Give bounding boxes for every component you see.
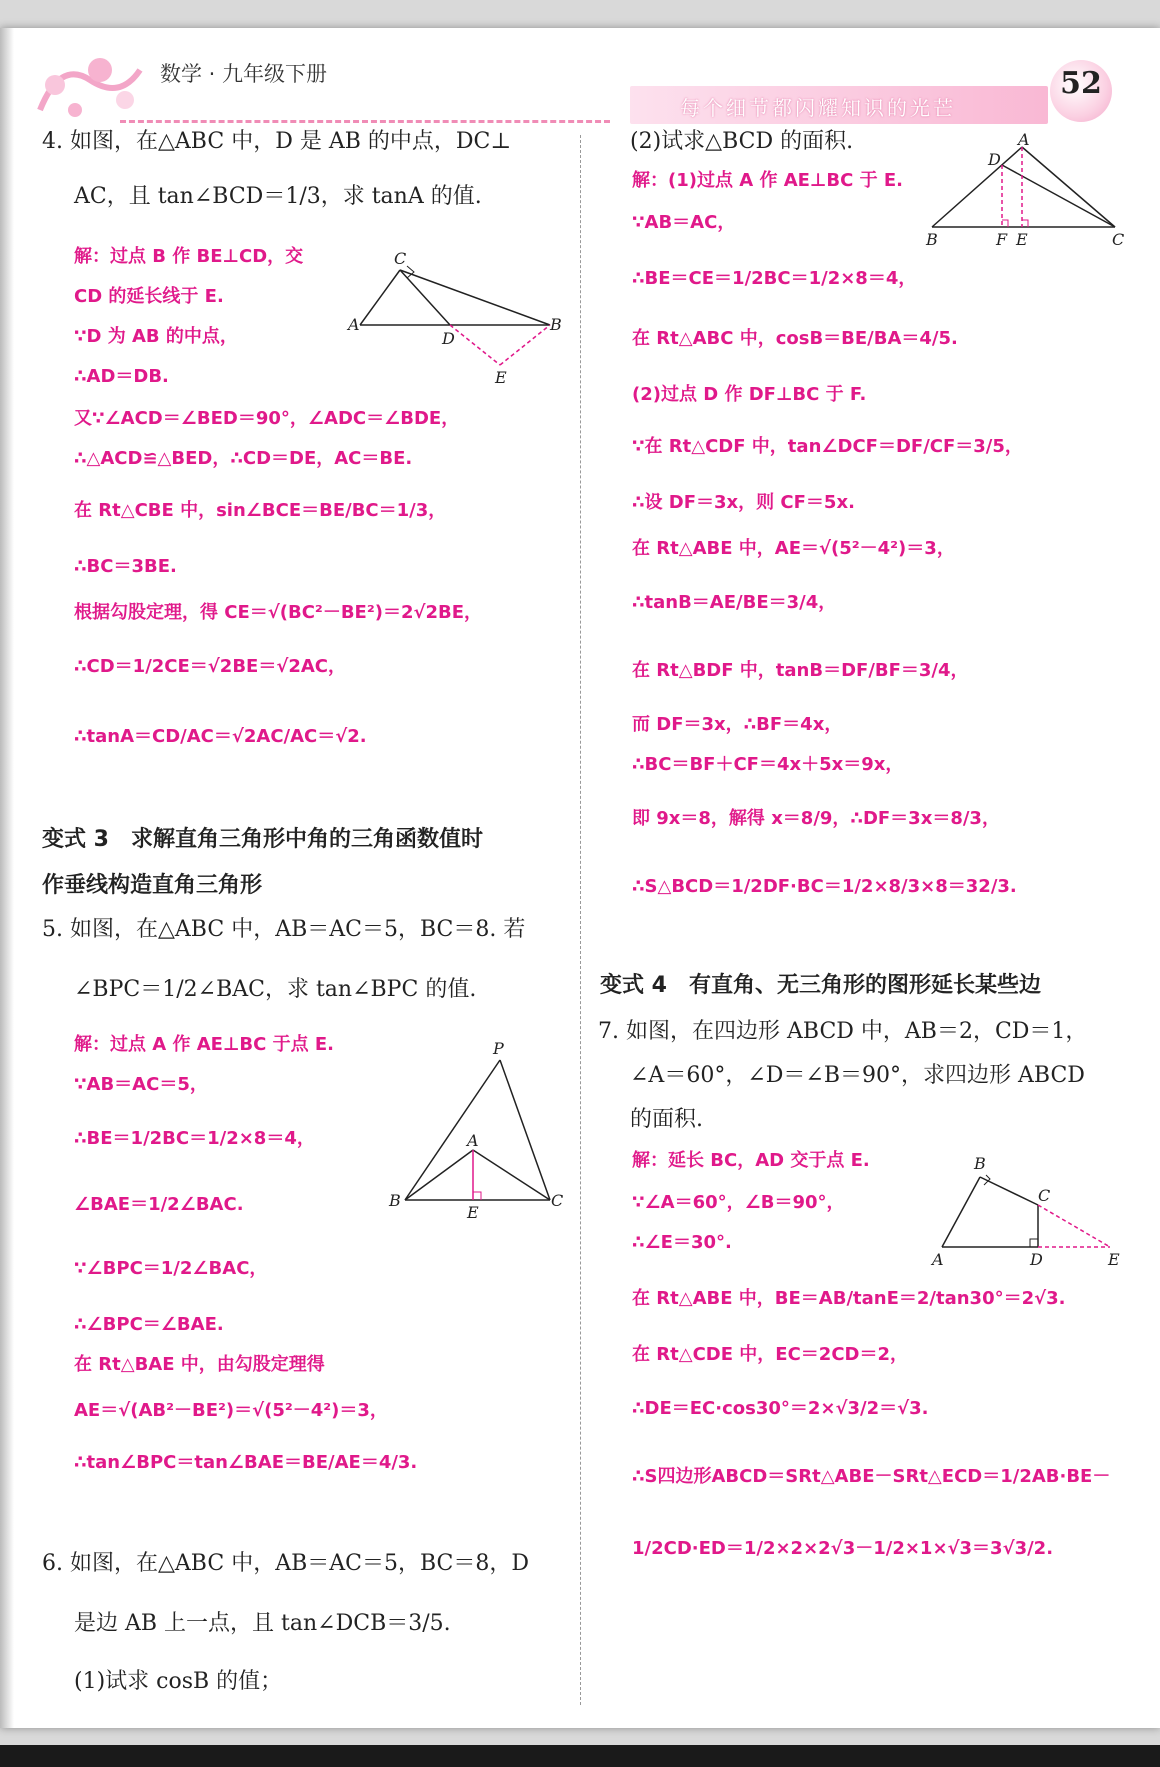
fig6-label: D [988,150,1001,169]
left-line: (1)试求 cosB 的值； [74,1669,283,1694]
fig5-label: A [467,1131,479,1150]
left-line: ∴AD＝DB. [74,366,169,387]
left-line: ∵∠BPC＝1/2∠BAC， [74,1258,268,1279]
right-line: ∴DE＝EC·cos30°＝2×√3/2＝√3. [632,1398,929,1419]
left-line: ∴BC＝3BE. [74,556,177,577]
left-line: 是边 AB 上一点，且 tan∠DCB＝3/5. [74,1611,451,1636]
left-line: 在 Rt△CBE 中，sin∠BCE＝BE/BC＝1/3， [74,500,447,521]
left-line: 4. 如图，在△ABC 中，D 是 AB 的中点，DC⊥ [42,129,512,154]
left-line: AE＝√(AB²－BE²)＝√(5²－4²)＝3， [74,1400,388,1421]
figure-7 [930,1155,1130,1270]
fig4-label: E [495,368,507,387]
left-line: 作垂线构造直角三角形 [42,873,263,898]
fig6-label: A [1018,130,1030,149]
floral-ornament-icon [30,50,150,130]
right-line: ∵在 Rt△CDF 中，tan∠DCF＝DF/CF＝3/5， [632,436,1023,457]
right-line: ∴tanB＝AE/BE＝3/4， [632,592,837,613]
fig5-label: E [467,1203,479,1222]
right-line: 在 Rt△ABE 中，AE＝√(5²－4²)＝3， [632,538,955,559]
left-line: 解：过点 B 作 BE⊥CD，交 [74,246,304,267]
fig4-label: D [442,329,455,348]
left-line: 解：过点 A 作 AE⊥BC 于点 E. [74,1034,335,1055]
page-number: 52 [1060,66,1102,101]
right-line: (2)试求△BCD 的面积. [630,129,854,154]
right-line: 在 Rt△CDE 中，EC＝2CD＝2， [632,1344,908,1365]
header-subject: 数学 · 九年级下册 [160,62,328,86]
fig7-label: B [974,1154,986,1173]
figure-5 [385,1040,565,1220]
header-slogan: 每个细节都闪耀知识的光芒 [680,96,956,120]
column-divider [580,135,581,1705]
figure-6 [920,130,1130,250]
right-line: ∴设 DF＝3x，则 CF＝5x. [632,492,855,513]
fig7-label: C [1038,1186,1051,1205]
page-edge-shadow [0,28,14,1728]
left-line: ∴CD＝1/2CE＝√2BE＝√2AC， [74,656,347,677]
left-line: ∴∠BPC＝∠BAE. [74,1314,224,1335]
right-line: 变式 4 有直角、无三角形的图形延长某些边 [600,973,1041,998]
fig4-label: C [394,249,407,268]
right-line: 解：延长 BC，AD 交于点 E. [632,1150,870,1171]
right-line: ∠A＝60°，∠D＝∠B＝90°，求四边形 ABCD [630,1063,1085,1088]
right-line: 在 Rt△ABC 中，cosB＝BE/BA＝4/5. [632,328,958,349]
left-line: 5. 如图，在△ABC 中，AB＝AC＝5，BC＝8. 若 [42,917,526,942]
bottom-bar [0,1745,1160,1767]
right-line: ∴∠E＝30°. [632,1232,732,1253]
left-line: ∴BE＝1/2BC＝1/2×8＝4， [74,1128,315,1149]
fig6-label: C [1112,230,1125,249]
fig4-label: B [550,315,562,334]
right-line: ∴S四边形ABCD＝SRt△ABE－SRt△ECD＝1/2AB·BE－ [632,1466,1111,1487]
left-line: ∠BAE＝1/2∠BAC. [74,1194,244,1215]
right-line: 1/2CD·ED＝1/2×2×2√3－1/2×1×√3＝3√3/2. [632,1538,1054,1559]
header-dashed-line [120,120,610,123]
left-line: ∵D 为 AB 的中点， [74,326,238,347]
right-line: ∵AB＝AC， [632,212,736,233]
fig4-label: A [348,315,360,334]
fig5-label: C [551,1191,564,1210]
left-line: ∠BPC＝1/2∠BAC，求 tan∠BPC 的值. [74,977,477,1002]
left-line: 又∵∠ACD＝∠BED＝90°，∠ADC＝∠BDE， [74,408,460,429]
left-line: 6. 如图，在△ABC 中，AB＝AC＝5，BC＝8，D [42,1551,530,1576]
right-line: ∴BE＝CE＝1/2BC＝1/2×8＝4， [632,268,917,289]
left-line: 变式 3 求解直角三角形中角的三角函数值时 [42,827,483,852]
left-line: AC，且 tan∠BCD＝1/3，求 tanA 的值. [74,184,482,209]
right-line: ∵∠A＝60°，∠B＝90°， [632,1192,845,1213]
left-line: ∵AB＝AC＝5， [74,1074,208,1095]
fig6-label: B [926,230,938,249]
fig7-label: D [1030,1250,1043,1269]
right-line: 而 DF＝3x，∴BF＝4x， [632,714,843,735]
right-line: 在 Rt△ABE 中，BE＝AB/tanE＝2/tan30°＝2√3. [632,1288,1066,1309]
figure-4 [350,250,560,385]
left-line: ∴tan∠BPC＝tan∠BAE＝BE/AE＝4/3. [74,1452,418,1473]
fig6-label: F [996,230,1008,249]
fig6-label: E [1016,230,1028,249]
right-line: 解：(1)过点 A 作 AE⊥BC 于 E. [632,170,903,191]
right-line: ∴BC＝BF＋CF＝4x＋5x＝9x， [632,754,904,775]
right-line: ∴S△BCD＝1/2DF·BC＝1/2×8/3×8＝32/3. [632,876,1017,897]
left-line: CD 的延长线于 E. [74,286,224,307]
left-line: ∴△ACD≌△BED，∴CD＝DE，AC＝BE. [74,448,413,469]
right-line: 即 9x＝8，解得 x＝8/9，∴DF＝3x＝8/3， [632,808,1000,829]
left-line: 在 Rt△BAE 中，由勾股定理得 [74,1354,325,1375]
fig7-label: A [932,1250,944,1269]
fig5-label: B [389,1191,401,1210]
right-line: (2)过点 D 作 DF⊥BC 于 F. [632,384,867,405]
right-line: 的面积. [630,1107,703,1132]
fig7-label: E [1108,1250,1120,1269]
right-line: 在 Rt△BDF 中，tanB＝DF/BF＝3/4， [632,660,969,681]
fig5-label: P [493,1039,504,1058]
right-line: 7. 如图，在四边形 ABCD 中，AB＝2，CD＝1， [598,1019,1088,1044]
left-line: 根据勾股定理，得 CE＝√(BC²－BE²)＝2√2BE， [74,602,483,623]
left-line: ∴tanA＝CD/AC＝√2AC/AC＝√2. [74,726,367,747]
